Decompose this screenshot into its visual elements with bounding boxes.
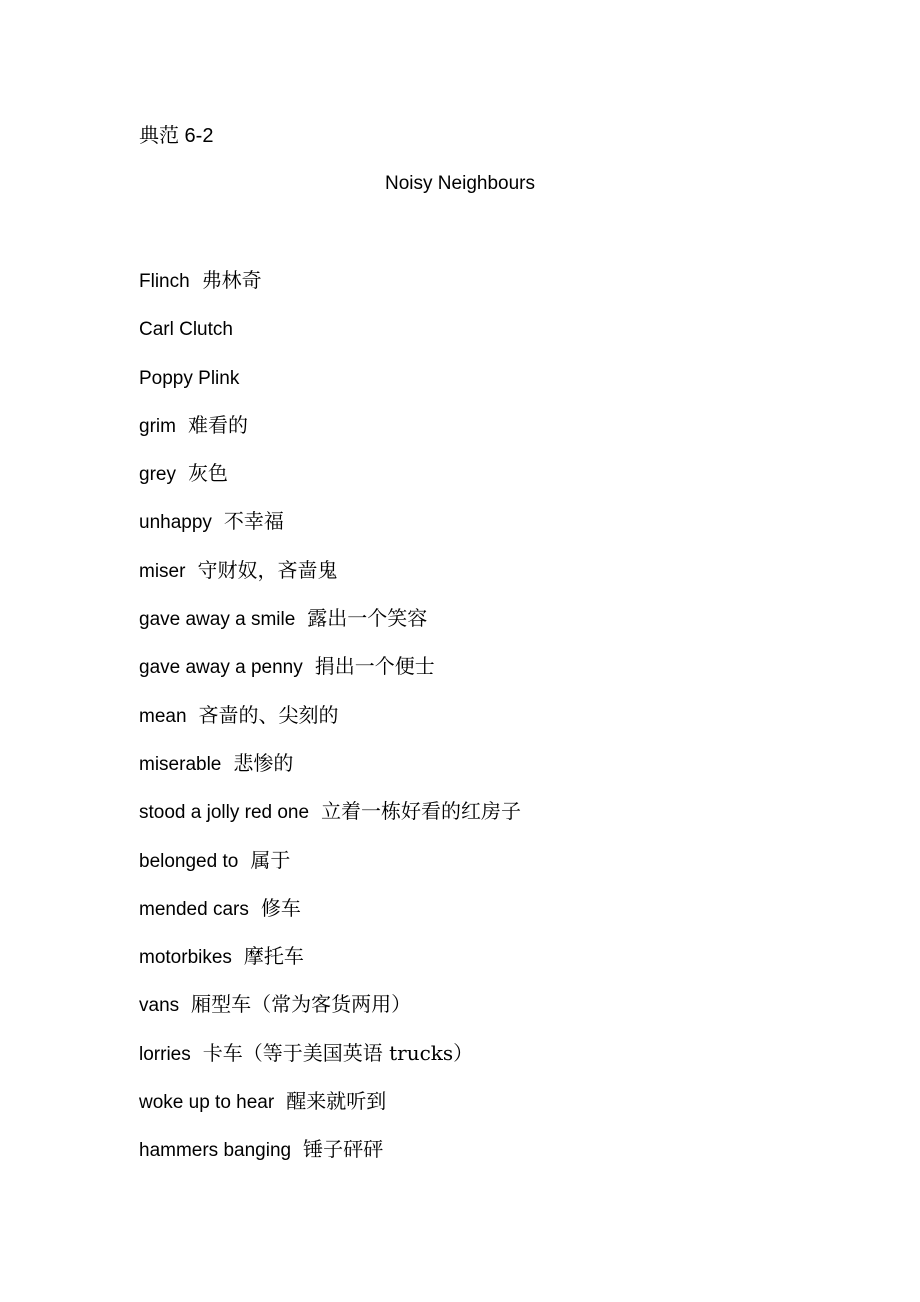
vocab-term: miser: [139, 560, 186, 582]
vocab-term: hammers banging: [139, 1140, 292, 1162]
vocab-term: vans: [139, 995, 180, 1017]
vocab-gloss: 捐出一个便士: [314, 654, 435, 679]
vocab-gloss: 弗林奇: [201, 268, 262, 292]
vocab-term: gave away a smile: [139, 609, 296, 631]
vocab-gloss: 厢型车（常为客货两用）: [191, 992, 412, 1017]
vocab-item: [139, 1135, 521, 1183]
vocab-gloss: 吝啬的、尖刻的: [198, 702, 339, 727]
vocab-term: Flinch: [139, 271, 190, 292]
vocab-item: [139, 266, 521, 314]
vocab-item: [139, 411, 521, 459]
vocab-term: mended cars: [139, 898, 249, 920]
vocab-item: [139, 459, 521, 507]
vocab-item: [139, 797, 521, 845]
vocab-gloss: 醒来就听到: [286, 1089, 387, 1114]
vocab-term: grey: [139, 464, 176, 486]
vocab-item: [139, 314, 521, 362]
vocab-gloss: 卡车（等于美国英语 trucks）: [202, 1040, 474, 1065]
vocab-item: [139, 749, 521, 797]
vocab-term: mean: [139, 705, 187, 727]
vocab-term: woke up to hear: [139, 1092, 275, 1114]
vocab-item: [139, 604, 521, 652]
vocab-term: miserable: [139, 753, 222, 775]
vocab-item: [139, 701, 521, 749]
vocab-item: [139, 1039, 521, 1087]
vocab-item: [139, 1087, 521, 1135]
vocab-item: [139, 507, 521, 555]
vocab-term: unhappy: [139, 512, 212, 534]
vocab-gloss: 摩托车: [243, 944, 304, 969]
vocab-gloss: 锤子砰砰: [303, 1137, 384, 1162]
vocab-item: [139, 363, 521, 411]
vocab-item: [139, 894, 521, 942]
vocab-item: [139, 846, 521, 894]
vocab-gloss: 立着一栋好看的红房子: [321, 799, 522, 824]
vocab-gloss: 灰色: [187, 461, 228, 486]
vocab-gloss: 守财奴，吝啬鬼: [197, 557, 338, 582]
vocab-term: grim: [139, 415, 176, 437]
vocab-term: Poppy Plink: [139, 367, 240, 389]
vocabulary-list: [139, 266, 521, 1184]
vocab-gloss: 难看的: [187, 412, 248, 437]
vocab-gloss: 修车: [260, 895, 301, 920]
vocab-gloss: 不幸福: [223, 509, 284, 534]
vocab-term: stood a jolly red one: [139, 802, 310, 824]
vocab-gloss: 露出一个笑容: [307, 606, 428, 631]
document-title: Noisy Neighbours: [385, 173, 535, 194]
vocab-term: Carl Clutch: [139, 319, 233, 341]
vocab-item: [139, 942, 521, 990]
vocab-term: motorbikes: [139, 947, 232, 969]
vocab-term: lorries: [139, 1043, 191, 1065]
document-label: 典范 6-2: [139, 125, 214, 147]
vocab-gloss: 悲惨的: [233, 750, 294, 775]
vocab-term: gave away a penny: [139, 657, 303, 679]
vocab-item: [139, 652, 521, 700]
vocab-gloss: 属于: [250, 847, 291, 872]
vocab-item: [139, 556, 521, 604]
vocab-item: [139, 990, 521, 1038]
vocab-term: belonged to: [139, 850, 239, 872]
